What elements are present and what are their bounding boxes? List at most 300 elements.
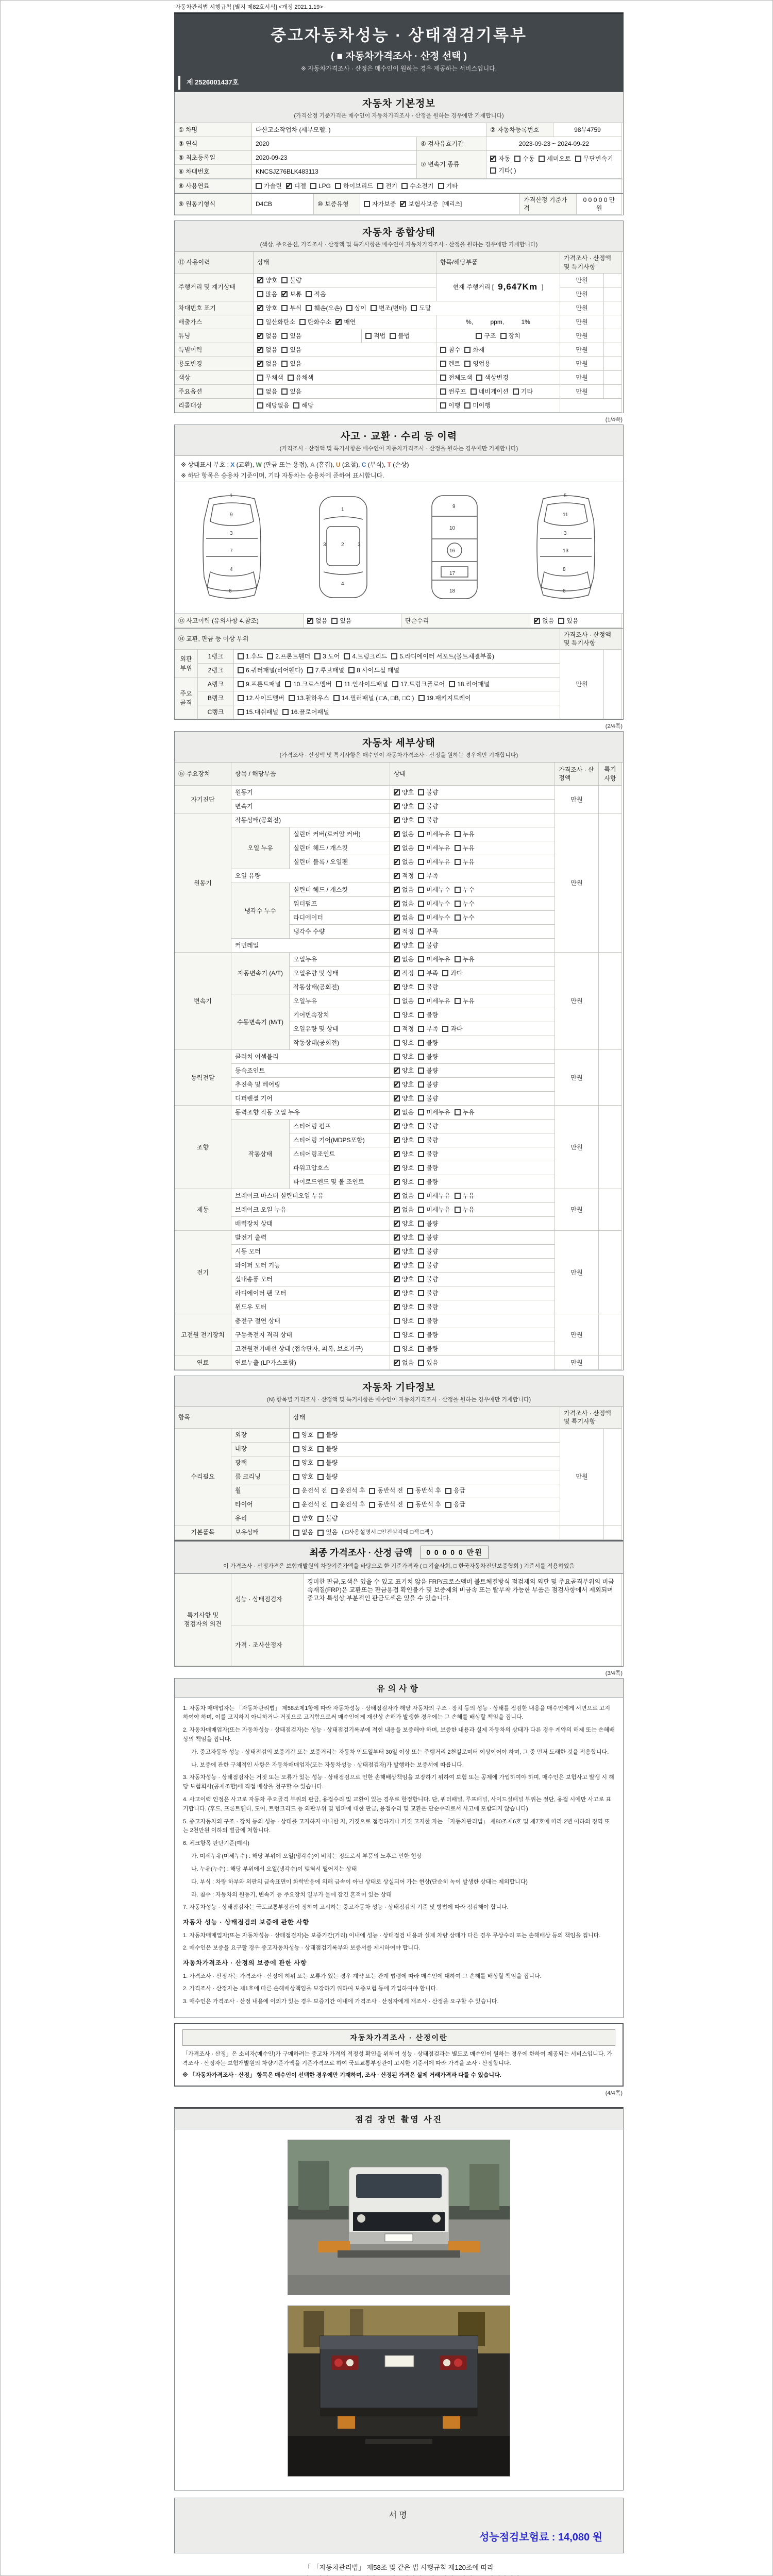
checkbox-checked-icon[interactable] [394, 803, 400, 809]
checkbox-option[interactable] [418, 969, 438, 977]
checkbox-icon[interactable] [293, 1530, 299, 1536]
checkbox-checked-icon[interactable] [394, 1304, 400, 1310]
checkbox-option[interactable] [257, 360, 277, 368]
checkbox-checked-icon[interactable] [394, 1234, 400, 1241]
checkbox-option[interactable] [442, 1025, 462, 1033]
checkbox-icon[interactable] [513, 388, 519, 395]
checkbox-checked-icon[interactable] [394, 928, 400, 935]
checkbox-icon[interactable] [455, 956, 461, 962]
checkbox-option[interactable] [407, 1500, 441, 1509]
checkbox-option[interactable] [440, 374, 472, 382]
checkbox-option[interactable] [418, 1094, 438, 1103]
checkbox-icon[interactable] [455, 914, 461, 921]
checkbox-checked-icon[interactable] [394, 1276, 400, 1282]
checkbox-option[interactable] [418, 1178, 438, 1186]
checkbox-icon[interactable] [418, 817, 424, 823]
checkbox-option[interactable] [394, 1345, 414, 1353]
checkbox-icon[interactable] [476, 333, 482, 339]
checkbox-option[interactable] [418, 1331, 438, 1339]
checkbox-option[interactable] [394, 872, 414, 880]
checkbox-checked-icon[interactable] [257, 333, 263, 339]
checkbox-option[interactable] [449, 680, 490, 688]
checkbox-option[interactable] [394, 816, 414, 824]
checkbox-icon[interactable] [418, 845, 424, 851]
checkbox-option[interactable] [455, 844, 475, 852]
checkbox-checked-icon[interactable] [394, 1360, 400, 1366]
checkbox-icon[interactable] [369, 1488, 375, 1494]
checkbox-icon[interactable] [440, 388, 446, 395]
checkbox-option[interactable] [418, 1206, 450, 1214]
checkbox-option[interactable] [336, 680, 388, 688]
checkbox-option[interactable] [317, 1472, 338, 1481]
checkbox-option[interactable] [418, 927, 438, 936]
checkbox-icon[interactable] [418, 859, 424, 865]
checkbox-option[interactable] [377, 182, 397, 190]
checkbox-option[interactable] [394, 1108, 414, 1116]
checkbox-option[interactable] [394, 1289, 414, 1297]
checkbox-icon[interactable] [293, 402, 299, 409]
checkbox-icon[interactable] [394, 1040, 400, 1046]
checkbox-option[interactable] [394, 844, 414, 852]
checkbox-option[interactable] [317, 1431, 338, 1439]
checkbox-option[interactable] [394, 1233, 414, 1242]
checkbox-icon[interactable] [364, 201, 370, 207]
checkbox-icon[interactable] [418, 1123, 424, 1129]
checkbox-option[interactable] [293, 1514, 313, 1522]
checkbox-option[interactable] [418, 816, 438, 824]
checkbox-option[interactable] [348, 666, 399, 674]
checkbox-option[interactable] [346, 304, 366, 312]
checkbox-icon[interactable] [394, 1346, 400, 1352]
checkbox-icon[interactable] [238, 681, 244, 687]
checkbox-icon[interactable] [307, 667, 313, 673]
checkbox-icon[interactable] [539, 156, 545, 162]
checkbox-option[interactable] [317, 1514, 338, 1522]
checkbox-option[interactable] [418, 1359, 438, 1367]
checkbox-icon[interactable] [455, 887, 461, 893]
checkbox-icon[interactable] [411, 305, 417, 311]
checkbox-icon[interactable] [440, 375, 446, 381]
checkbox-icon[interactable] [293, 1432, 299, 1438]
checkbox-option[interactable] [455, 900, 475, 908]
checkbox-icon[interactable] [391, 653, 397, 659]
checkbox-option[interactable] [438, 182, 458, 190]
checkbox-checked-icon[interactable] [394, 984, 400, 990]
checkbox-checked-icon[interactable] [394, 1095, 400, 1101]
checkbox-icon[interactable] [377, 183, 383, 189]
checkbox-option[interactable] [575, 155, 613, 163]
checkbox-icon[interactable] [418, 1095, 424, 1101]
checkbox-option[interactable] [418, 1108, 450, 1116]
checkbox-option[interactable] [317, 1445, 338, 1453]
checkbox-icon[interactable] [418, 1262, 424, 1268]
checkbox-icon[interactable] [418, 1151, 424, 1157]
checkbox-icon[interactable] [418, 998, 424, 1004]
checkbox-option[interactable] [394, 1011, 414, 1019]
checkbox-checked-icon[interactable] [307, 618, 313, 624]
checkbox-icon[interactable] [394, 1318, 400, 1324]
checkbox-icon[interactable] [293, 1446, 299, 1452]
checkbox-checked-icon[interactable] [394, 1248, 400, 1255]
checkbox-checked-icon[interactable] [394, 1221, 400, 1227]
checkbox-option[interactable] [490, 166, 516, 175]
checkbox-icon[interactable] [293, 1488, 299, 1494]
checkbox-option[interactable] [317, 1459, 338, 1467]
checkbox-icon[interactable] [418, 1221, 424, 1227]
checkbox-icon[interactable] [418, 1318, 424, 1324]
checkbox-icon[interactable] [418, 928, 424, 935]
checkbox-option[interactable] [293, 1445, 313, 1453]
checkbox-option[interactable] [281, 332, 301, 340]
checkbox-option[interactable] [257, 401, 289, 410]
checkbox-option[interactable] [513, 387, 533, 396]
checkbox-option[interactable] [455, 1192, 475, 1200]
checkbox-icon[interactable] [418, 1026, 424, 1032]
checkbox-option[interactable] [418, 1192, 450, 1200]
checkbox-option[interactable] [394, 1261, 414, 1269]
checkbox-option[interactable] [418, 1261, 438, 1269]
checkbox-checked-icon[interactable] [394, 873, 400, 879]
checkbox-option[interactable] [418, 858, 450, 866]
checkbox-option[interactable] [418, 1164, 438, 1172]
checkbox-option[interactable] [394, 1303, 414, 1311]
checkbox-checked-icon[interactable] [394, 970, 400, 976]
checkbox-icon[interactable] [418, 1081, 424, 1088]
checkbox-checked-icon[interactable] [400, 201, 406, 207]
checkbox-option[interactable] [455, 997, 475, 1005]
checkbox-icon[interactable] [317, 1474, 324, 1480]
checkbox-option[interactable] [418, 900, 450, 908]
checkbox-icon[interactable] [331, 1502, 338, 1508]
checkbox-checked-icon[interactable] [257, 347, 263, 353]
checkbox-icon[interactable] [449, 681, 455, 687]
checkbox-option[interactable] [394, 969, 414, 977]
checkbox-option[interactable] [407, 1486, 441, 1495]
checkbox-icon[interactable] [514, 156, 520, 162]
checkbox-icon[interactable] [282, 709, 289, 715]
checkbox-option[interactable] [285, 680, 332, 688]
checkbox-option[interactable] [418, 913, 450, 922]
checkbox-option[interactable] [418, 1233, 438, 1242]
checkbox-checked-icon[interactable] [281, 291, 288, 297]
checkbox-option[interactable] [257, 374, 283, 382]
checkbox-checked-icon[interactable] [286, 183, 292, 189]
checkbox-option[interactable] [394, 1066, 414, 1075]
checkbox-icon[interactable] [455, 901, 461, 907]
checkbox-icon[interactable] [418, 1290, 424, 1296]
checkbox-checked-icon[interactable] [490, 156, 496, 162]
checkbox-option[interactable] [257, 387, 277, 396]
checkbox-icon[interactable] [418, 984, 424, 990]
checkbox-option[interactable] [333, 694, 414, 702]
checkbox-option[interactable] [394, 802, 414, 810]
checkbox-option[interactable] [470, 387, 509, 396]
checkbox-icon[interactable] [401, 183, 408, 189]
checkbox-option[interactable] [514, 155, 534, 163]
checkbox-option[interactable] [394, 1025, 414, 1033]
checkbox-option[interactable] [307, 617, 327, 625]
checkbox-icon[interactable] [418, 1137, 424, 1143]
checkbox-option[interactable] [418, 1122, 438, 1130]
checkbox-option[interactable] [455, 1206, 475, 1214]
checkbox-checked-icon[interactable] [394, 1207, 400, 1213]
checkbox-option[interactable] [394, 1136, 414, 1144]
checkbox-option[interactable] [394, 886, 414, 894]
checkbox-option[interactable] [418, 1219, 438, 1228]
checkbox-option[interactable] [331, 617, 351, 625]
checkbox-icon[interactable] [336, 681, 342, 687]
checkbox-icon[interactable] [346, 305, 352, 311]
checkbox-option[interactable] [401, 182, 433, 190]
checkbox-icon[interactable] [418, 1067, 424, 1074]
checkbox-option[interactable] [464, 360, 491, 368]
checkbox-option[interactable] [281, 290, 301, 298]
checkbox-icon[interactable] [392, 681, 398, 687]
checkbox-option[interactable] [440, 401, 460, 410]
checkbox-option[interactable] [455, 886, 475, 894]
checkbox-icon[interactable] [238, 695, 244, 701]
checkbox-option[interactable] [394, 1150, 414, 1158]
checkbox-option[interactable] [286, 182, 306, 190]
checkbox-option[interactable] [392, 680, 445, 688]
checkbox-icon[interactable] [476, 375, 482, 381]
checkbox-icon[interactable] [238, 709, 244, 715]
checkbox-icon[interactable] [418, 1304, 424, 1310]
checkbox-checked-icon[interactable] [394, 1179, 400, 1185]
checkbox-option[interactable] [418, 1345, 438, 1353]
checkbox-option[interactable] [394, 1039, 414, 1047]
checkbox-icon[interactable] [500, 333, 507, 339]
checkbox-option[interactable] [418, 941, 438, 950]
checkbox-icon[interactable] [394, 1012, 400, 1018]
checkbox-icon[interactable] [418, 873, 424, 879]
checkbox-option[interactable] [418, 1080, 438, 1089]
checkbox-option[interactable] [394, 913, 414, 922]
checkbox-icon[interactable] [455, 1193, 461, 1199]
checkbox-option[interactable] [288, 374, 314, 382]
checkbox-checked-icon[interactable] [394, 1067, 400, 1074]
checkbox-icon[interactable] [257, 291, 263, 297]
checkbox-option[interactable] [539, 155, 570, 163]
checkbox-option[interactable] [464, 401, 491, 410]
checkbox-icon[interactable] [371, 305, 377, 311]
checkbox-icon[interactable] [464, 402, 470, 409]
checkbox-option[interactable] [314, 652, 340, 660]
checkbox-icon[interactable] [575, 156, 581, 162]
checkbox-option[interactable] [394, 997, 414, 1005]
checkbox-icon[interactable] [445, 1502, 451, 1508]
checkbox-option[interactable] [394, 1317, 414, 1325]
checkbox-option[interactable] [394, 1192, 414, 1200]
checkbox-option[interactable] [418, 1025, 438, 1033]
checkbox-option[interactable] [394, 830, 414, 838]
checkbox-option[interactable] [394, 1094, 414, 1103]
checkbox-option[interactable] [267, 652, 310, 660]
checkbox-icon[interactable] [299, 319, 306, 325]
checkbox-option[interactable] [344, 652, 387, 660]
checkbox-icon[interactable] [267, 653, 273, 659]
checkbox-checked-icon[interactable] [257, 277, 263, 283]
checkbox-option[interactable] [299, 318, 331, 326]
checkbox-option[interactable] [306, 290, 326, 298]
checkbox-option[interactable] [257, 318, 295, 326]
checkbox-icon[interactable] [331, 1488, 338, 1494]
checkbox-option[interactable] [500, 332, 520, 340]
checkbox-option[interactable] [289, 694, 329, 702]
checkbox-option[interactable] [293, 1459, 313, 1467]
checkbox-checked-icon[interactable] [394, 817, 400, 823]
checkbox-icon[interactable] [317, 1432, 324, 1438]
checkbox-option[interactable] [293, 401, 313, 410]
checkbox-checked-icon[interactable] [394, 956, 400, 962]
checkbox-option[interactable] [476, 374, 508, 382]
checkbox-option[interactable] [418, 1136, 438, 1144]
checkbox-option[interactable] [418, 802, 438, 810]
checkbox-icon[interactable] [455, 859, 461, 865]
checkbox-checked-icon[interactable] [394, 845, 400, 851]
checkbox-option[interactable] [394, 1178, 414, 1186]
checkbox-icon[interactable] [317, 1516, 324, 1522]
checkbox-checked-icon[interactable] [257, 361, 263, 367]
checkbox-option[interactable] [476, 332, 496, 340]
checkbox-option[interactable] [293, 1472, 313, 1481]
checkbox-icon[interactable] [257, 388, 263, 395]
checkbox-icon[interactable] [317, 1530, 324, 1536]
checkbox-option[interactable] [317, 1528, 338, 1536]
checkbox-option[interactable] [335, 182, 373, 190]
checkbox-icon[interactable] [285, 681, 291, 687]
checkbox-icon[interactable] [490, 167, 496, 174]
checkbox-icon[interactable] [418, 887, 424, 893]
checkbox-icon[interactable] [293, 1460, 299, 1466]
checkbox-checked-icon[interactable] [394, 887, 400, 893]
checkbox-checked-icon[interactable] [394, 1151, 400, 1157]
checkbox-icon[interactable] [445, 1488, 451, 1494]
checkbox-checked-icon[interactable] [394, 942, 400, 948]
checkbox-option[interactable] [455, 1108, 475, 1116]
checkbox-icon[interactable] [455, 998, 461, 1004]
checkbox-checked-icon[interactable] [257, 305, 263, 311]
checkbox-icon[interactable] [418, 803, 424, 809]
checkbox-icon[interactable] [464, 347, 470, 353]
checkbox-option[interactable] [418, 955, 450, 963]
checkbox-checked-icon[interactable] [394, 1262, 400, 1268]
checkbox-icon[interactable] [438, 183, 444, 189]
checkbox-option[interactable] [394, 1219, 414, 1228]
checkbox-option[interactable] [418, 983, 438, 991]
checkbox-option[interactable] [364, 200, 396, 208]
checkbox-option[interactable] [306, 304, 342, 312]
checkbox-option[interactable] [394, 900, 414, 908]
checkbox-icon[interactable] [418, 1346, 424, 1352]
checkbox-option[interactable] [369, 1500, 403, 1509]
checkbox-option[interactable] [394, 1080, 414, 1089]
checkbox-icon[interactable] [442, 1026, 448, 1032]
checkbox-checked-icon[interactable] [394, 789, 400, 795]
checkbox-option[interactable] [257, 276, 277, 284]
checkbox-option[interactable] [445, 1486, 465, 1495]
checkbox-option[interactable] [440, 360, 460, 368]
checkbox-icon[interactable] [418, 1040, 424, 1046]
checkbox-option[interactable] [238, 708, 278, 716]
checkbox-icon[interactable] [256, 183, 262, 189]
checkbox-option[interactable] [418, 886, 450, 894]
checkbox-option[interactable] [455, 955, 475, 963]
checkbox-icon[interactable] [394, 1332, 400, 1338]
checkbox-option[interactable] [293, 1431, 313, 1439]
checkbox-option[interactable] [238, 652, 263, 660]
checkbox-icon[interactable] [238, 653, 244, 659]
checkbox-option[interactable] [534, 617, 554, 625]
checkbox-option[interactable] [418, 1247, 438, 1256]
checkbox-option[interactable] [394, 1359, 414, 1367]
checkbox-option[interactable] [282, 708, 329, 716]
checkbox-icon[interactable] [558, 618, 564, 624]
checkbox-option[interactable] [394, 1164, 414, 1172]
checkbox-option[interactable] [411, 304, 431, 312]
checkbox-option[interactable] [418, 1011, 438, 1019]
checkbox-option[interactable] [394, 955, 414, 963]
checkbox-checked-icon[interactable] [394, 914, 400, 921]
checkbox-option[interactable] [418, 844, 450, 852]
checkbox-icon[interactable] [418, 1332, 424, 1338]
checkbox-option[interactable] [490, 155, 510, 163]
checkbox-option[interactable] [256, 182, 282, 190]
checkbox-checked-icon[interactable] [394, 1109, 400, 1115]
checkbox-icon[interactable] [455, 1109, 461, 1115]
checkbox-icon[interactable] [418, 695, 425, 701]
checkbox-option[interactable] [238, 666, 303, 674]
checkbox-option[interactable] [281, 360, 301, 368]
checkbox-option[interactable] [445, 1500, 465, 1509]
checkbox-checked-icon[interactable] [394, 1137, 400, 1143]
checkbox-icon[interactable] [418, 970, 424, 976]
checkbox-icon[interactable] [293, 1474, 299, 1480]
checkbox-checked-icon[interactable] [335, 319, 342, 325]
checkbox-icon[interactable] [281, 333, 288, 339]
checkbox-option[interactable] [281, 304, 301, 312]
checkbox-option[interactable] [400, 200, 438, 208]
checkbox-option[interactable] [293, 1486, 327, 1495]
checkbox-icon[interactable] [314, 653, 321, 659]
checkbox-icon[interactable] [418, 1012, 424, 1018]
checkbox-icon[interactable] [288, 375, 294, 381]
checkbox-icon[interactable] [418, 956, 424, 962]
checkbox-icon[interactable] [293, 1516, 299, 1522]
checkbox-option[interactable] [455, 830, 475, 838]
checkbox-icon[interactable] [418, 1109, 424, 1115]
checkbox-checked-icon[interactable] [394, 1290, 400, 1296]
checkbox-icon[interactable] [257, 402, 263, 409]
checkbox-checked-icon[interactable] [394, 1165, 400, 1171]
checkbox-checked-icon[interactable] [394, 1193, 400, 1199]
checkbox-option[interactable] [394, 927, 414, 936]
checkbox-option[interactable] [293, 1528, 313, 1536]
checkbox-option[interactable] [418, 788, 438, 796]
checkbox-icon[interactable] [281, 388, 288, 395]
checkbox-option[interactable] [418, 1289, 438, 1297]
checkbox-option[interactable] [331, 1486, 365, 1495]
checkbox-option[interactable] [238, 694, 284, 702]
checkbox-icon[interactable] [333, 695, 340, 701]
checkbox-icon[interactable] [317, 1460, 324, 1466]
checkbox-icon[interactable] [464, 361, 470, 367]
checkbox-option[interactable] [335, 318, 356, 326]
checkbox-icon[interactable] [442, 970, 448, 976]
checkbox-icon[interactable] [418, 1248, 424, 1255]
checkbox-option[interactable] [391, 652, 494, 660]
checkbox-option[interactable] [257, 346, 277, 354]
